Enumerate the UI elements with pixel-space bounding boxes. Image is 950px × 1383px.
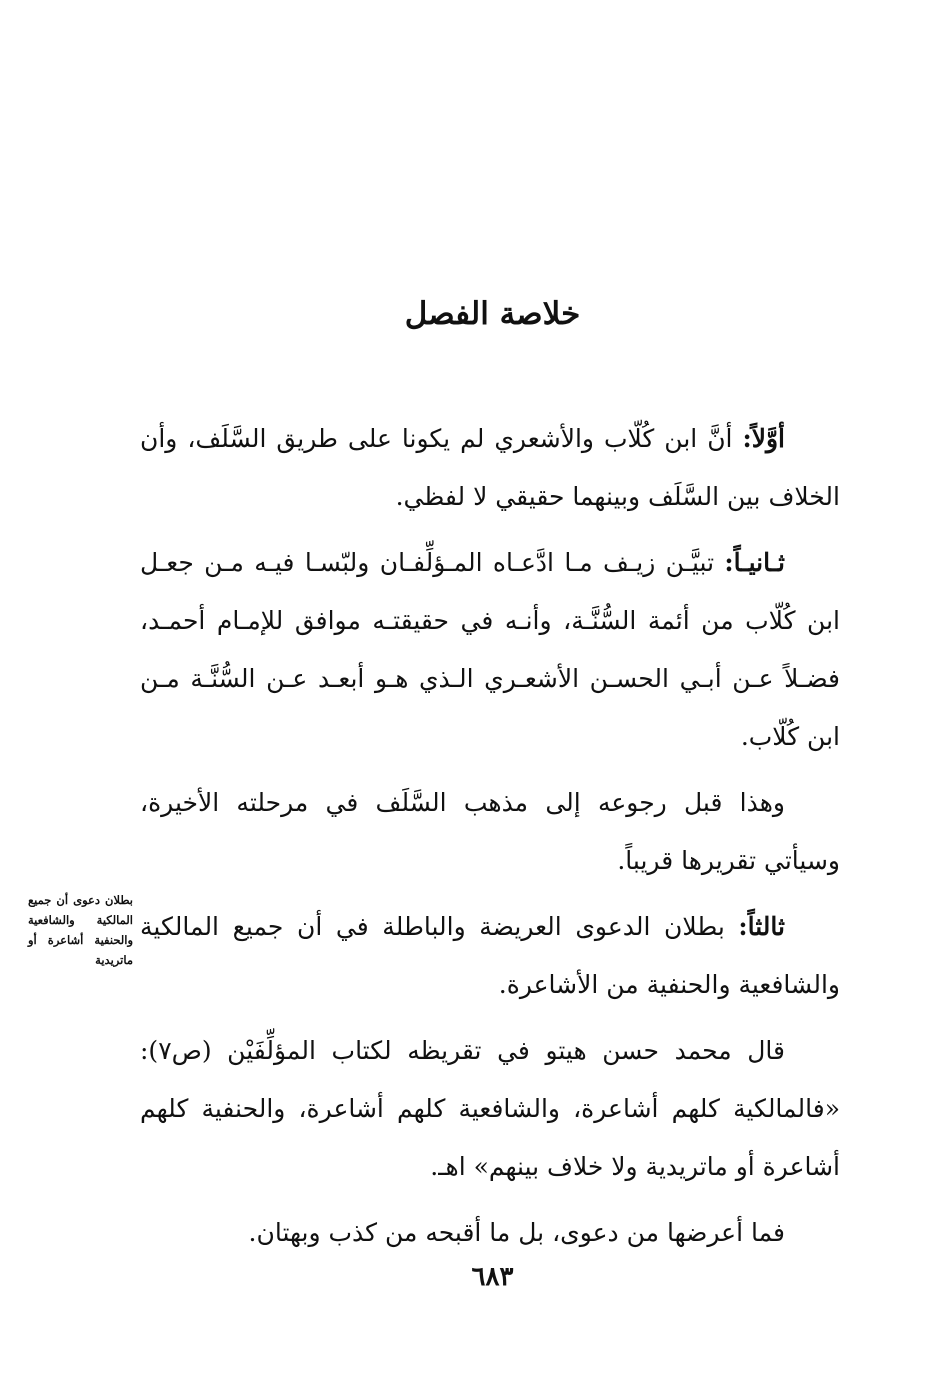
margin-note: بطلان دعوى أن جميع المالكية والشافعية والحنفية أشاعرة أو ماتريدية (28, 893, 133, 967)
paragraph-text: بطلان الدعوى العريضة والباطلة في أن جميع المالكية والشافعية والحنفية من الأشاعرة. (140, 912, 840, 999)
paragraph-first (140, 410, 840, 526)
paragraph-text: تبيَّـن زيـف مـا ادَّعـاه المـؤلِّفـان ولبّسـا فيـه مـن جعـل ابن كُلّاب من أئمة السُّنَّـة، وأنـه في حقيقتـه موافق للإمـام أحمـد، فضـلاً عـن أبـي الحسـن الأشعـري الـذي هـو أبعـد عـن السُّنَّـة مـن ابن كُلّاب. (140, 548, 840, 751)
body-text (140, 410, 840, 1270)
paragraph-third (140, 774, 840, 890)
paragraph-closing (140, 1204, 840, 1262)
paragraph-text: قال محمد حسن هيتو في تقريظه لكتاب المؤلِّفَيْن (ص٧): «فالمالكية كلهم أشاعرة، والشافعية كلهم أشاعرة، والحنفية كلهم أشاعرة أو ماتريدية ولا خلاف بينهم» اهـ. (140, 1036, 840, 1181)
paragraph-text: أنَّ ابن كُلّاب والأشعري لم يكونا على طريق السَّلَف، وأن الخلاف بين السَّلَف وبينهما حقيقي لا لفظي. (140, 424, 840, 511)
paragraph-second (140, 534, 840, 766)
page-number: ٦٨٣ (471, 1262, 514, 1292)
paragraph-text: فما أعرضها من دعوى، بل ما أقبحه من كذب وبهتان. (248, 1218, 785, 1247)
paragraph-lead: أوَّلاً: (742, 424, 785, 453)
paragraph-lead: ثـانيـاً: (724, 548, 785, 577)
paragraph-text: وهذا قبل رجوعه إلى مذهب السَّلَف في مرحلته الأخيرة، وسيأتي تقريرها قريباً. (140, 788, 840, 875)
chapter-summary-title: خلاصة الفصل (404, 296, 581, 332)
paragraph-lead: ثالثاً: (738, 912, 785, 941)
paragraph-quote (140, 1022, 840, 1196)
paragraph-fourth (140, 898, 840, 1014)
